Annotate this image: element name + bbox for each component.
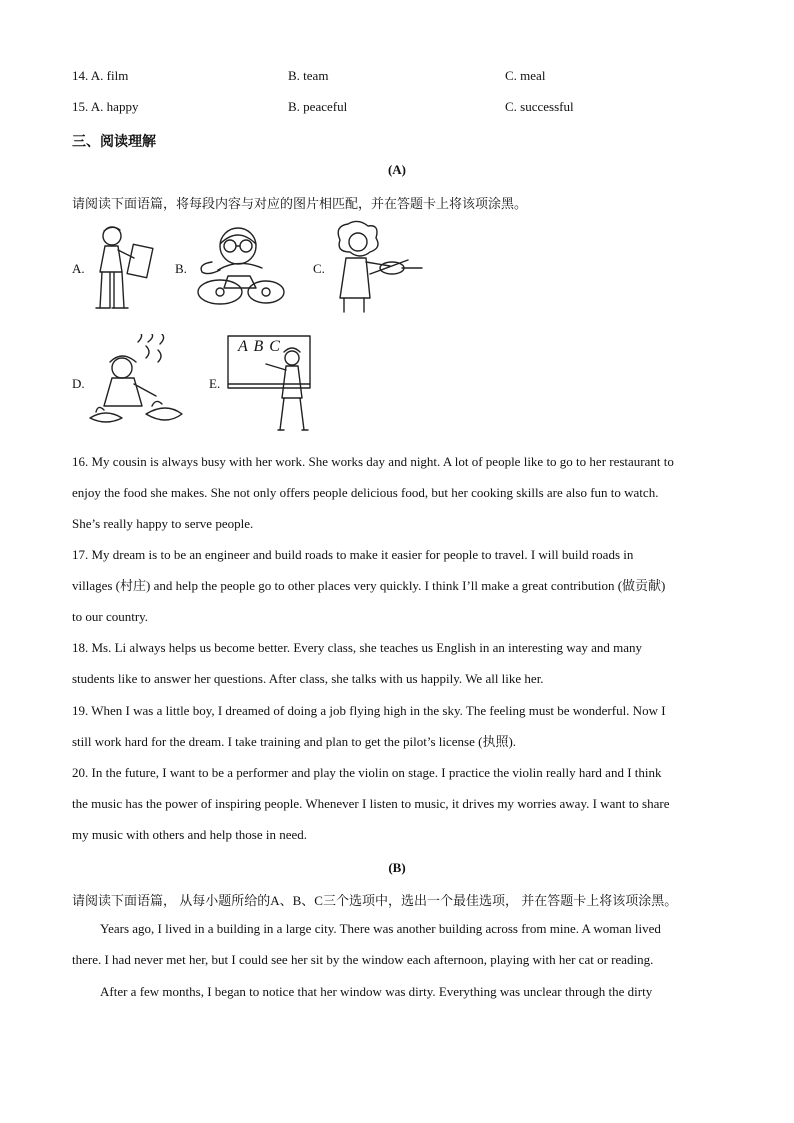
option-14-b: B. team	[288, 68, 329, 83]
passage-line: Years ago, I lived in a building in a large city. There was another building across from mine. A woman lived	[100, 921, 661, 936]
question-20-line: 20. In the future, I want to be a performer and play the violin on stage. I practice the violin really hard and I think	[72, 765, 662, 780]
engineer-picture	[88, 222, 154, 314]
picture-letter-d: D.	[72, 376, 85, 391]
cook-picture	[86, 334, 186, 434]
picture-letter-e: E.	[209, 376, 221, 391]
question-16-line: 16. My cousin is always busy with her work. She works day and night. A lot of people like to go to her restaurant to	[72, 454, 674, 469]
option-15-b: B. peaceful	[288, 99, 348, 114]
passage-line: there. I had never met her, but I could see her sit by the window each afternoon, playing with her cat or reading.	[72, 952, 654, 967]
question-19-line: 19. When I was a little boy, I dreamed of doing a job flying high in the sky. The feeling must be wonderful. Now I	[72, 703, 666, 718]
question-18	[72, 632, 724, 694]
question-18-line: 18. Ms. Li always helps us become better. Every class, she teaches us English in an interesting way and many	[72, 640, 643, 655]
question-17	[72, 539, 724, 632]
question-17-line: to our country.	[72, 609, 149, 624]
question-19-line: still work hard for the dream. I take training and plan to get the pilot’s license (执照).	[72, 734, 517, 749]
option-14-c: C. meal	[505, 68, 546, 83]
part-a-instruction: 请阅读下面语篇，将每段内容与对应的图片相匹配，并在答题卡上将该项涂黑。	[72, 196, 528, 211]
part-b-label: (B)	[388, 860, 406, 875]
passage-paragraph-1	[72, 913, 724, 975]
part-a-label: (A)	[387, 162, 407, 177]
question-17-line: 17. My dream is to be an engineer and build roads to make it easier for people to travel. I will build roads in	[72, 547, 634, 562]
question-20	[72, 757, 724, 850]
question-20-line: my music with others and help those in need.	[72, 827, 308, 842]
option-15-c: C. successful	[505, 99, 574, 114]
question-16-line: She’s really happy to serve people.	[72, 516, 254, 531]
option-15-a: 15. A. happy	[72, 99, 139, 114]
picture-letter-a: A.	[72, 261, 85, 276]
question-20-line: the music has the power of inspiring people. Whenever I listen to music, it drives my worries away. I want to share	[72, 796, 670, 811]
violinist-picture	[330, 220, 424, 316]
picture-letter-c: C.	[313, 261, 325, 276]
question-16-line: enjoy the food she makes. She not only offers people delicious food, but her cooking skills are also fun to watch.	[72, 485, 659, 500]
option-14-a: 14. A. film	[72, 68, 129, 83]
question-16	[72, 446, 724, 539]
pilot-picture	[190, 222, 290, 312]
picture-letter-b: B.	[175, 261, 187, 276]
passage-paragraph-2	[72, 976, 724, 1007]
question-17-line: villages (村庄) and help the people go to other places very quickly. I think I’ll make a great contribution (做贡献)	[72, 578, 666, 593]
passage-line: After a few months, I began to notice that her window was dirty. Everything was unclear through the dirty	[100, 984, 653, 999]
question-19	[72, 695, 724, 757]
section-title: 三、阅读理解	[72, 135, 156, 150]
question-18-line: students like to answer her questions. After class, she talks with us happily. We all like her.	[72, 671, 544, 686]
part-b-instruction: 请阅读下面语篇， 从每小题所给的A、B、C三个选项中，选出一个最佳选项， 并在答题卡上将该项涂黑。	[72, 893, 678, 908]
board-text: A B C	[238, 338, 281, 355]
